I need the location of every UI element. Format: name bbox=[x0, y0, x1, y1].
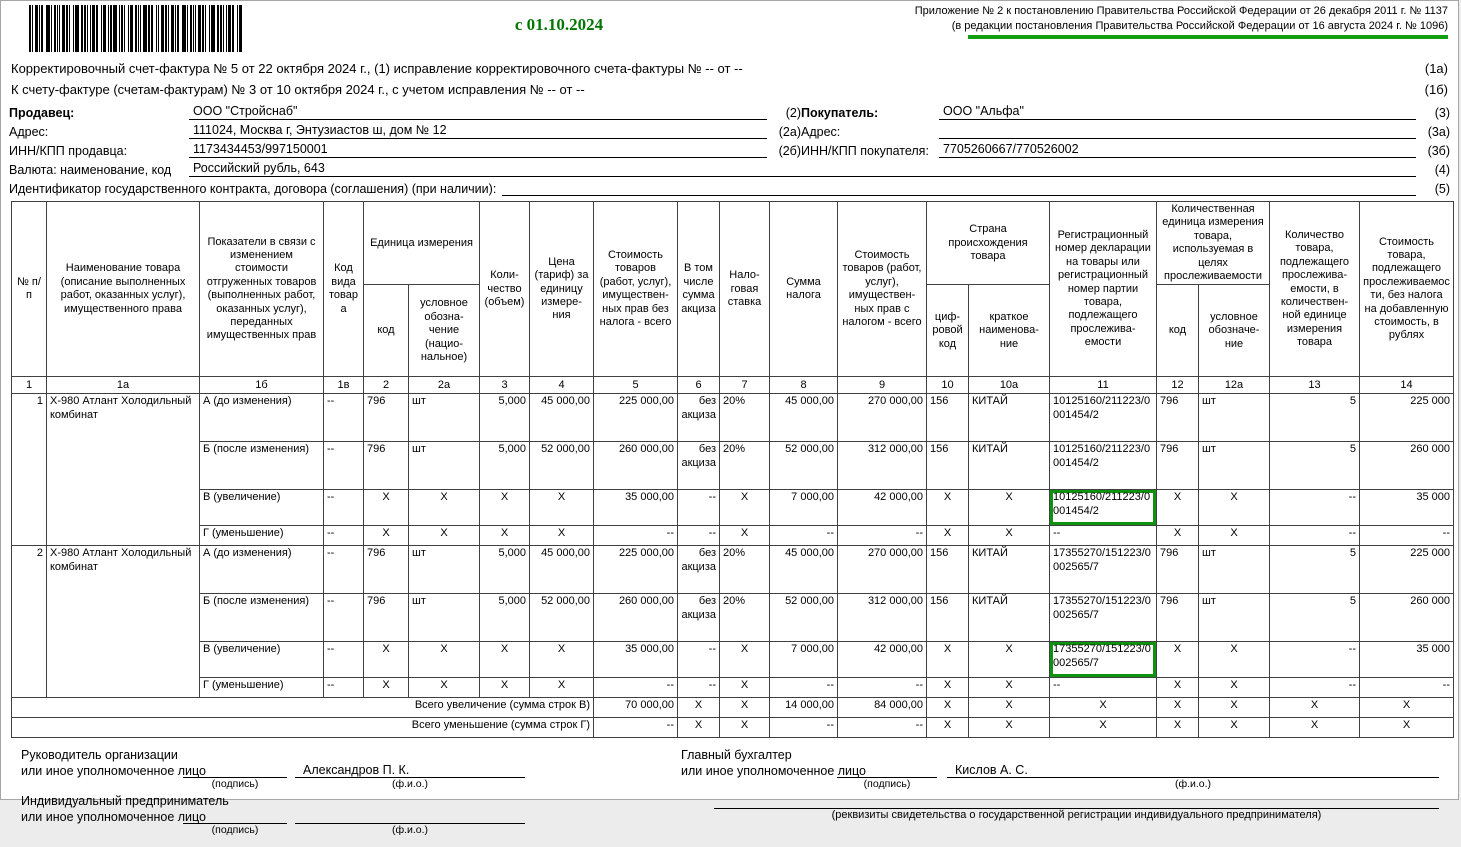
column-number: 12а bbox=[1199, 377, 1270, 394]
effective-date: с 01.10.2024 bbox=[514, 15, 604, 34]
table-cell: 796 bbox=[364, 442, 409, 490]
item-subrow bbox=[12, 678, 1454, 698]
table-cell: -- bbox=[324, 642, 364, 678]
head-label-line2: или иное уполномоченное лицо bbox=[21, 764, 207, 779]
table-cell: 156 bbox=[927, 594, 969, 642]
table-cell: 5 bbox=[1270, 546, 1360, 594]
table-cell: -- bbox=[1050, 678, 1157, 698]
table-cell: X bbox=[1050, 718, 1157, 738]
table-cell: 10125160/211223/0001454/2 bbox=[1050, 442, 1157, 490]
table-cell: X bbox=[969, 490, 1050, 526]
subrow-label: Б (после изменения) bbox=[200, 442, 324, 490]
table-cell: -- bbox=[770, 718, 838, 738]
accountant-label-line2: или иное уполномоченное лицо bbox=[681, 764, 867, 779]
col-header-npp: № п/п bbox=[12, 202, 47, 377]
accountant-name-caption: (ф.и.о.) bbox=[1174, 778, 1212, 791]
head-label-line1: Руководитель организации bbox=[21, 748, 178, 763]
table-cell: 260 000,00 bbox=[594, 442, 678, 490]
table-cell: 52 000,00 bbox=[770, 594, 838, 642]
appendix-line2: (в редакции постановления Правительства Российской Федерации от 16 августа 2024 г. № 1096) bbox=[951, 19, 1448, 32]
table-cell: -- bbox=[594, 678, 678, 698]
table-cell: X bbox=[364, 490, 409, 526]
table-cell: X bbox=[1199, 678, 1270, 698]
table-cell: 45 000,00 bbox=[530, 394, 594, 442]
table-cell: -- bbox=[678, 678, 720, 698]
table-cell: 20% bbox=[720, 394, 770, 442]
subrow-label: В (увеличение) bbox=[200, 642, 324, 678]
table-cell: X bbox=[720, 526, 770, 546]
table-cell: 52 000,00 bbox=[530, 442, 594, 490]
table-cell: X bbox=[927, 718, 969, 738]
table-cell: 270 000,00 bbox=[838, 394, 927, 442]
item-subrow bbox=[12, 594, 1454, 642]
accountant-name-value: Кислов А. С. bbox=[955, 763, 1028, 778]
inn-row bbox=[9, 141, 1450, 158]
table-cell: шт bbox=[409, 546, 480, 594]
table-cell: X bbox=[480, 490, 530, 526]
table-cell: 20% bbox=[720, 594, 770, 642]
table-cell: X bbox=[480, 526, 530, 546]
table-cell: 17355270/151223/0002565/7 bbox=[1050, 594, 1157, 642]
table-cell: X bbox=[969, 678, 1050, 698]
reg-number-highlighted-cell: 10125160/211223/0001454/2 bbox=[1050, 490, 1157, 526]
table-cell: -- bbox=[838, 678, 927, 698]
table-cell: -- bbox=[594, 718, 678, 738]
table-cell: 45 000,00 bbox=[770, 546, 838, 594]
table-cell: 225 000 bbox=[1360, 546, 1454, 594]
table-cell: шт bbox=[1199, 546, 1270, 594]
table-cell: X bbox=[530, 678, 594, 698]
accountant-name-line bbox=[947, 760, 1439, 778]
column-number: 5 bbox=[594, 377, 678, 394]
table-cell: 156 bbox=[927, 546, 969, 594]
table-cell: X bbox=[1199, 526, 1270, 546]
col-header-cost-with-tax: Стоимость товаров (работ, услуг), имуществен-ных прав с налогом - всего bbox=[838, 202, 927, 377]
table-cell: 42 000,00 bbox=[838, 490, 927, 526]
subrow-label: В (увеличение) bbox=[200, 490, 324, 526]
table-cell: -- bbox=[1270, 490, 1360, 526]
table-cell: -- bbox=[324, 526, 364, 546]
subrow-label: А (до изменения) bbox=[200, 394, 324, 442]
table-cell: 270 000,00 bbox=[838, 546, 927, 594]
table-cell: 10125160/211223/0001454/2 bbox=[1050, 394, 1157, 442]
table-cell: X bbox=[1157, 490, 1199, 526]
buyer-ref: (3) bbox=[1434, 106, 1450, 120]
table-cell: -- bbox=[770, 526, 838, 546]
col-header-unit-symbol: условное обозна-чение (нацио-нальное) bbox=[409, 285, 480, 377]
table-cell: 796 bbox=[1157, 394, 1199, 442]
accountant-label-line1: Главный бухгалтер bbox=[681, 748, 792, 763]
invoice-title-text2: К счету-фактуре (счетам-фактурам) № 3 от 10 октября 2024 г., с учетом исправления № -- от -- bbox=[11, 82, 585, 97]
column-number: 10 bbox=[927, 377, 969, 394]
invoice-title-line1 bbox=[11, 61, 1448, 76]
table-cell: -- bbox=[1050, 526, 1157, 546]
subrow-label: Б (после изменения) bbox=[200, 594, 324, 642]
column-number: 14 bbox=[1360, 377, 1454, 394]
table-header-row-1 bbox=[12, 202, 1454, 285]
table-cell: 5,000 bbox=[480, 394, 530, 442]
table-cell: 5 bbox=[1270, 394, 1360, 442]
ip-label-line2: или иное уполномоченное лицо bbox=[21, 810, 207, 825]
column-number: 7 bbox=[720, 377, 770, 394]
appendix-line1: Приложение № 2 к постановлению Правительства Российской Федерации от 26 декабря 2011 г. № 1137 bbox=[914, 5, 1448, 17]
table-cell: -- bbox=[678, 526, 720, 546]
table-cell: 225 000 bbox=[1360, 394, 1454, 442]
table-cell: X bbox=[927, 490, 969, 526]
table-cell: X bbox=[530, 490, 594, 526]
table-cell: X bbox=[530, 526, 594, 546]
table-cell: X bbox=[364, 642, 409, 678]
table-cell: X bbox=[530, 642, 594, 678]
col-header-trace-unit-group: Количественная единица измерения товара, используемая в целях прослеживаемости bbox=[1157, 202, 1270, 285]
table-cell: без акциза bbox=[678, 394, 720, 442]
table-cell: шт bbox=[1199, 442, 1270, 490]
line-ref-1a: (1а) bbox=[1424, 61, 1448, 76]
table-cell: 5,000 bbox=[480, 546, 530, 594]
currency-label: Валюта: наименование, код bbox=[9, 163, 172, 177]
column-number: 10а bbox=[969, 377, 1050, 394]
address-row bbox=[9, 122, 1450, 139]
col-header-trace-unit-symbol: условное обозначе-ние bbox=[1199, 285, 1270, 377]
totals-label: Всего увеличение (сумма строк В) bbox=[12, 698, 594, 718]
green-underline-bar bbox=[968, 35, 1448, 39]
table-cell: X bbox=[927, 698, 969, 718]
table-cell: -- bbox=[324, 546, 364, 594]
reg-number-highlighted-cell: 17355270/151223/0002565/7 bbox=[1050, 642, 1157, 678]
table-cell: без акциза bbox=[678, 594, 720, 642]
seller-address-label: Адрес: bbox=[9, 125, 49, 139]
head-sign-caption: (подпись) bbox=[211, 778, 259, 791]
seller-inn-value: 1173434453/997150001 bbox=[189, 142, 767, 158]
column-number: 9 bbox=[838, 377, 927, 394]
table-cell: КИТАЙ bbox=[969, 546, 1050, 594]
table-cell: 260 000 bbox=[1360, 442, 1454, 490]
seller-label: Продавец: bbox=[9, 106, 75, 120]
item-subrow bbox=[12, 526, 1454, 546]
table-cell: КИТАЙ bbox=[969, 394, 1050, 442]
top-header bbox=[9, 1, 1450, 58]
table-cell: X bbox=[409, 490, 480, 526]
table-cell: шт bbox=[409, 394, 480, 442]
table-cell: 796 bbox=[364, 594, 409, 642]
appendix-note bbox=[915, 4, 1448, 39]
table-cell: X bbox=[720, 718, 770, 738]
currency-row bbox=[9, 160, 1450, 177]
item-number: 1 bbox=[12, 394, 47, 546]
table-cell: 52 000,00 bbox=[530, 594, 594, 642]
table-cell: -- bbox=[324, 394, 364, 442]
table-cell: 312 000,00 bbox=[838, 594, 927, 642]
col-header-price: Цена (тариф) за единицу измере-ния bbox=[530, 202, 594, 377]
head-name-value: Александров П. К. bbox=[303, 763, 410, 778]
column-number: 4 bbox=[530, 377, 594, 394]
buyer-inn-ref: (3б) bbox=[1427, 144, 1450, 158]
table-cell: 225 000,00 bbox=[594, 546, 678, 594]
table-cell: X bbox=[1199, 718, 1270, 738]
invoice-table-body bbox=[12, 394, 1454, 738]
seller-address-ref: (2а) bbox=[778, 125, 801, 139]
table-cell: 20% bbox=[720, 546, 770, 594]
table-cell: -- bbox=[324, 678, 364, 698]
invoice-title-text1: Корректировочный счет-фактура № 5 от 22 октября 2024 г., (1) исправление корректировочного счета-фактуры № -- от -- bbox=[11, 61, 743, 76]
table-cell: X bbox=[969, 698, 1050, 718]
column-number: 12 bbox=[1157, 377, 1199, 394]
line-ref-1b: (1б) bbox=[1424, 82, 1448, 97]
column-number: 8 bbox=[770, 377, 838, 394]
accountant-sign-line bbox=[837, 760, 937, 778]
item-subrow bbox=[12, 642, 1454, 678]
table-cell: шт bbox=[409, 594, 480, 642]
invoice-title-line2 bbox=[11, 82, 1448, 97]
table-cell: 156 bbox=[927, 394, 969, 442]
col-header-reg-number: Регистрационный номер декларации на товары или регистрационный номер партии товара, подлежащего прослежива-емости bbox=[1050, 202, 1157, 377]
item-name: X-980 Атлант Холодильный комбинат bbox=[47, 546, 200, 698]
contract-ref: (5) bbox=[1434, 182, 1450, 196]
buyer-address-label: Адрес: bbox=[801, 125, 841, 139]
column-number: 1а bbox=[47, 377, 200, 394]
table-cell: -- bbox=[594, 526, 678, 546]
table-cell: 796 bbox=[364, 546, 409, 594]
table-cell: X bbox=[969, 718, 1050, 738]
ip-name-line bbox=[295, 806, 525, 824]
table-cell: без акциза bbox=[678, 546, 720, 594]
col-header-rate: Нало-говая ставка bbox=[720, 202, 770, 377]
contract-label: Идентификатор государственного контракта, договора (соглашения) (при наличии): bbox=[9, 182, 497, 196]
totals-label: Всего уменьшение (сумма строк Г) bbox=[12, 718, 594, 738]
subrow-label: А (до изменения) bbox=[200, 546, 324, 594]
subrow-label: Г (уменьшение) bbox=[200, 678, 324, 698]
table-cell: -- bbox=[1360, 678, 1454, 698]
ip-requisites-caption: (реквизиты свидетельства о государственной регистрации индивидуального предпринимателя) bbox=[831, 809, 1322, 822]
ip-requisites-line bbox=[714, 791, 1439, 809]
col-header-excise: В том числе сумма акциза bbox=[678, 202, 720, 377]
col-header-trace-unit-code: код bbox=[1157, 285, 1199, 377]
table-cell: 70 000,00 bbox=[594, 698, 678, 718]
head-name-caption: (ф.и.о.) bbox=[391, 778, 429, 791]
table-cell: 796 bbox=[1157, 594, 1199, 642]
table-cell: X bbox=[1199, 698, 1270, 718]
column-numbers-row bbox=[12, 377, 1454, 394]
column-number: 6 bbox=[678, 377, 720, 394]
item-subrow bbox=[12, 394, 1454, 442]
table-cell: 156 bbox=[927, 442, 969, 490]
table-cell: X bbox=[927, 642, 969, 678]
seller-inn-label: ИНН/КПП продавца: bbox=[9, 144, 128, 158]
table-cell: 312 000,00 bbox=[838, 442, 927, 490]
contract-value bbox=[502, 180, 1416, 196]
table-cell: X bbox=[409, 678, 480, 698]
buyer-address-value bbox=[939, 123, 1416, 139]
table-cell: 260 000,00 bbox=[594, 594, 678, 642]
table-cell: X bbox=[1157, 642, 1199, 678]
table-cell: X bbox=[927, 678, 969, 698]
table-cell: X bbox=[678, 698, 720, 718]
barcode bbox=[29, 5, 247, 52]
col-header-country-code: циф-ровой код bbox=[927, 285, 969, 377]
table-cell: 20% bbox=[720, 442, 770, 490]
table-cell: -- bbox=[324, 594, 364, 642]
table-cell: 7 000,00 bbox=[770, 642, 838, 678]
column-number: 13 bbox=[1270, 377, 1360, 394]
column-number: 11 bbox=[1050, 377, 1157, 394]
col-header-name: Наименование товара (описание выполненных работ, оказанных услуг), имущественного права bbox=[47, 202, 200, 377]
table-cell: 796 bbox=[364, 394, 409, 442]
table-cell: X bbox=[1360, 718, 1454, 738]
table-cell: 5,000 bbox=[480, 442, 530, 490]
table-cell: X bbox=[1157, 526, 1199, 546]
table-cell: X bbox=[969, 642, 1050, 678]
seller-ref: (2) bbox=[785, 106, 801, 120]
table-cell: -- bbox=[770, 678, 838, 698]
accountant-sign-caption: (подпись) bbox=[863, 778, 911, 791]
totals-row bbox=[12, 718, 1454, 738]
ip-name-caption: (ф.и.о.) bbox=[391, 824, 429, 837]
col-header-qty: Коли-чество (объем) bbox=[480, 202, 530, 377]
table-cell: -- bbox=[1270, 526, 1360, 546]
table-cell: X bbox=[409, 642, 480, 678]
invoice-table bbox=[11, 201, 1454, 738]
col-header-cost-no-tax: Стоимость товаров (работ, услуг), имуществен-ных прав без налога - всего bbox=[594, 202, 678, 377]
currency-ref: (4) bbox=[1434, 163, 1450, 177]
signatures-footer bbox=[9, 747, 1450, 847]
table-cell: 42 000,00 bbox=[838, 642, 927, 678]
seller-row bbox=[9, 103, 1450, 120]
table-cell: 45 000,00 bbox=[530, 546, 594, 594]
table-cell: X bbox=[678, 718, 720, 738]
seller-inn-ref: (2б) bbox=[778, 144, 801, 158]
table-cell: без акциза bbox=[678, 442, 720, 490]
col-header-trace-qty: Количество товара, подлежащего прослежива-емости, в количествен-ной единице измерения товара bbox=[1270, 202, 1360, 377]
col-header-unit-group: Единица измерения bbox=[364, 202, 480, 285]
table-cell: X bbox=[480, 678, 530, 698]
table-cell: X bbox=[1157, 698, 1199, 718]
item-number: 2 bbox=[12, 546, 47, 698]
column-number: 1 bbox=[12, 377, 47, 394]
table-cell: X bbox=[720, 678, 770, 698]
buyer-address-ref: (3а) bbox=[1427, 125, 1450, 139]
table-cell: -- bbox=[324, 490, 364, 526]
table-cell: X bbox=[1270, 718, 1360, 738]
table-cell: X bbox=[1270, 698, 1360, 718]
table-cell: X bbox=[364, 678, 409, 698]
table-cell: 796 bbox=[1157, 442, 1199, 490]
table-cell: X bbox=[1199, 490, 1270, 526]
item-subrow bbox=[12, 442, 1454, 490]
col-header-unit-code: код bbox=[364, 285, 409, 377]
table-cell: 35 000,00 bbox=[594, 642, 678, 678]
item-name: X-980 Атлант Холодильный комбинат bbox=[47, 394, 200, 546]
table-cell: X bbox=[1199, 642, 1270, 678]
table-cell: X bbox=[1157, 718, 1199, 738]
column-number: 3 bbox=[480, 377, 530, 394]
table-cell: 5 bbox=[1270, 594, 1360, 642]
table-cell: X bbox=[969, 526, 1050, 546]
buyer-inn-value: 7705260667/770526002 bbox=[939, 142, 1416, 158]
ip-sign-caption: (подпись) bbox=[211, 824, 259, 837]
totals-row bbox=[12, 698, 1454, 718]
table-cell: -- bbox=[324, 442, 364, 490]
col-header-country-name: краткое наименова-ние bbox=[969, 285, 1050, 377]
column-number: 1б bbox=[200, 377, 324, 394]
table-cell: -- bbox=[838, 718, 927, 738]
table-cell: X bbox=[1050, 698, 1157, 718]
table-cell: шт bbox=[1199, 594, 1270, 642]
table-cell: 7 000,00 bbox=[770, 490, 838, 526]
col-header-indicators: Показатели в связи с изменением стоимости отгруженных товаров (выполненных работ, оказанных услуг), переданных имущественных прав bbox=[200, 202, 324, 377]
table-cell: X bbox=[927, 526, 969, 546]
item-subrow bbox=[12, 546, 1454, 594]
table-cell: X bbox=[1360, 698, 1454, 718]
table-cell: 796 bbox=[1157, 546, 1199, 594]
table-cell: -- bbox=[1270, 642, 1360, 678]
table-cell: шт bbox=[409, 442, 480, 490]
seller-value: ООО "Стройснаб" bbox=[189, 104, 767, 120]
head-signature-label bbox=[21, 747, 206, 779]
seller-address-value: 111024, Москва г, Энтузиастов ш, дом № 12 bbox=[189, 123, 767, 139]
contract-row bbox=[9, 179, 1450, 196]
buyer-inn-label: ИНН/КПП покупателя: bbox=[801, 144, 929, 158]
table-cell: 225 000,00 bbox=[594, 394, 678, 442]
head-sign-line bbox=[183, 760, 287, 778]
buyer-label: Покупатель: bbox=[801, 106, 879, 120]
table-cell: 84 000,00 bbox=[838, 698, 927, 718]
subrow-label: Г (уменьшение) bbox=[200, 526, 324, 546]
table-cell: КИТАЙ bbox=[969, 442, 1050, 490]
table-cell: КИТАЙ bbox=[969, 594, 1050, 642]
buyer-value: ООО "Альфа" bbox=[939, 104, 1416, 120]
column-number: 2а bbox=[409, 377, 480, 394]
column-number: 1в bbox=[324, 377, 364, 394]
table-cell: 14 000,00 bbox=[770, 698, 838, 718]
table-cell: 45 000,00 bbox=[770, 394, 838, 442]
table-cell: 35 000,00 bbox=[594, 490, 678, 526]
table-cell: 35 000 bbox=[1360, 642, 1454, 678]
col-header-kind-code: Код вида товара bbox=[324, 202, 364, 377]
table-cell: 260 000 bbox=[1360, 594, 1454, 642]
table-cell: 5 bbox=[1270, 442, 1360, 490]
column-number: 2 bbox=[364, 377, 409, 394]
col-header-country-group: Страна происхождения товара bbox=[927, 202, 1050, 285]
table-cell: 17355270/151223/0002565/7 bbox=[1050, 546, 1157, 594]
currency-value: Российский рубль, 643 bbox=[189, 161, 1416, 177]
table-cell: X bbox=[720, 698, 770, 718]
table-cell: -- bbox=[678, 490, 720, 526]
item-subrow bbox=[12, 490, 1454, 526]
col-header-trace-cost: Стоимость товара, подлежащего прослеживаемости, без налога на добавленную стоимость, в рублях bbox=[1360, 202, 1454, 377]
table-cell: -- bbox=[1270, 678, 1360, 698]
table-cell: -- bbox=[678, 642, 720, 678]
table-cell: 52 000,00 bbox=[770, 442, 838, 490]
table-cell: шт bbox=[1199, 394, 1270, 442]
ip-label-line1: Индивидуальный предприниматель bbox=[21, 794, 229, 809]
table-cell: X bbox=[720, 490, 770, 526]
table-cell: -- bbox=[1360, 526, 1454, 546]
table-cell: X bbox=[480, 642, 530, 678]
table-cell: 35 000 bbox=[1360, 490, 1454, 526]
table-cell: -- bbox=[838, 526, 927, 546]
table-cell: X bbox=[364, 526, 409, 546]
table-cell: X bbox=[409, 526, 480, 546]
parties-section bbox=[9, 103, 1450, 196]
table-cell: X bbox=[720, 642, 770, 678]
table-cell: 5,000 bbox=[480, 594, 530, 642]
table-cell: X bbox=[1157, 678, 1199, 698]
ip-sign-line bbox=[183, 806, 287, 824]
head-name-line bbox=[295, 760, 525, 778]
col-header-tax: Сумма налога bbox=[770, 202, 838, 377]
